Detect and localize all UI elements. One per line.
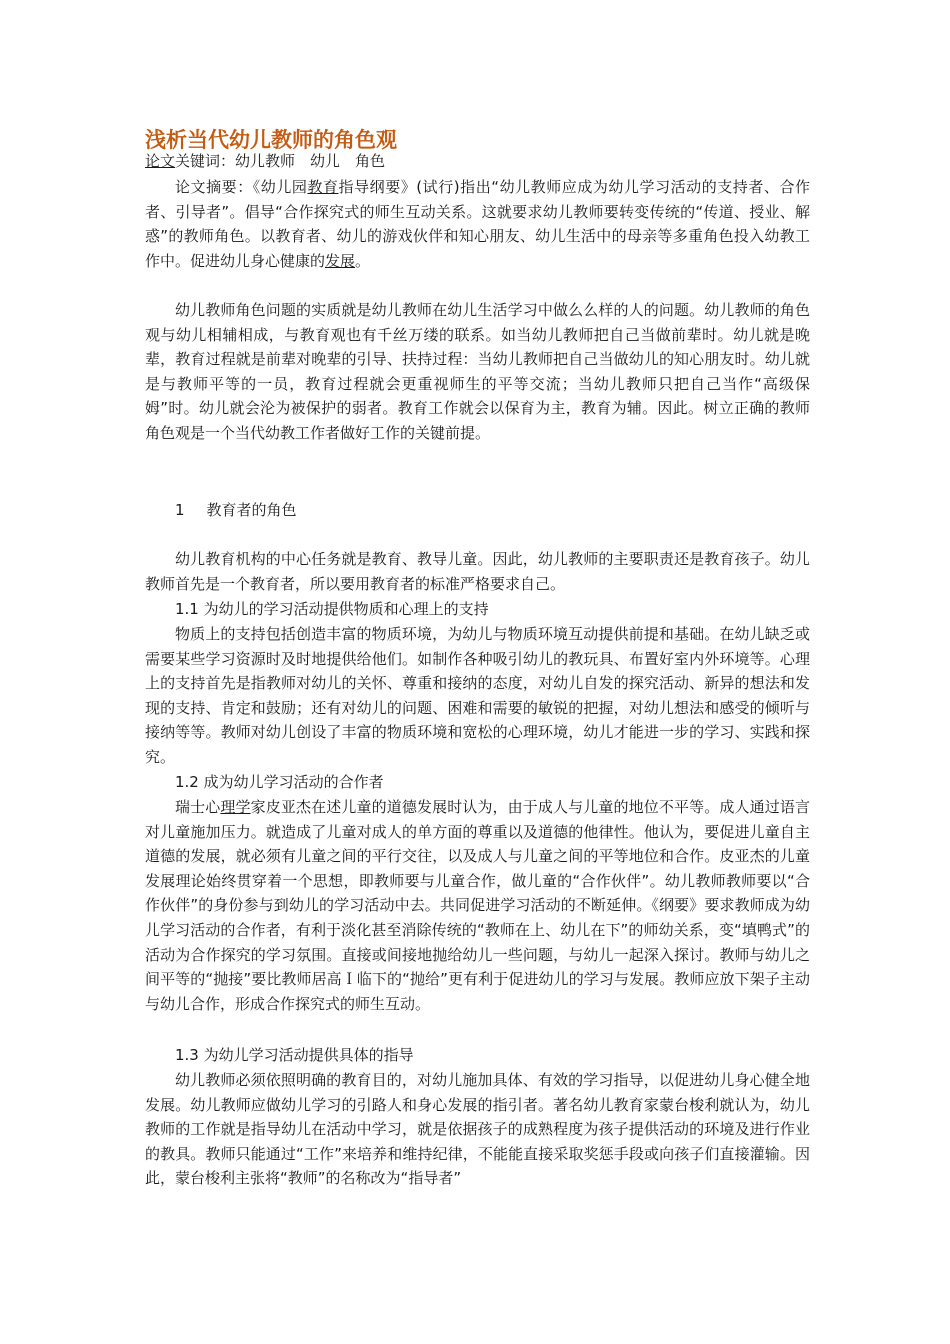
subsection-1-2-heading: 1.2 成为幼儿学习活动的合作者 [175,773,384,791]
abstract-text-end: 。 [355,251,371,270]
article-title: 浅析当代幼儿教师的角色观 [145,128,397,152]
subsection-1-3-heading: 1.3 为幼儿学习活动提供具体的指导 [175,1046,414,1064]
abstract-paragraph [145,175,810,273]
subsection-1-3-paragraph: 幼儿教师必须依照明确的教育目的，对幼儿施加具体、有效的学习指导，以促进幼儿身心健全地发展。幼儿教师应做幼儿学习的引路人和身心发展的指引者。著名幼儿教育家蒙台梭利就认为，幼儿教师的工作就是指导幼儿在活动中学习，就是依据孩子的成熟程度为孩子提供活动的环境及进行作业的教具。教师只能通过“工作”来培养和维持纪律，不能能直接采取奖惩手段或向孩子们直接灌输。因此，蒙台梭利主张将“教师”的名称改为“指导者” [145,1071,810,1188]
subsection-1-2-text-body: 家皮亚杰在述儿童的道德发展时认为，由于成人与儿童的地位不平等。成人通过语言对儿童施加压力。就造成了儿童对成人的单方面的尊重以及道德的他律性。他认为，要促进儿童自主道德的发展，就必须有儿童之间的平行交往，以及成人与儿童之间的平等地位和合作。皮亚杰的儿童发展理论始终贯穿着一个思想，即教师要与儿童合作，做儿童的“合作伙伴”。幼儿教师教师要以“合作伙伴”的身份参与到幼儿的学习活动中去。共同促进学习活动的不断延伸。《纲要》要求教师成为幼儿学习活动的合作者，有利于淡化甚至消除传统的“教师在上、幼儿在下”的师幼关系，变“填鸭式”的活动为合作探究的学习氛围。直接或间接地抛给幼儿一些问题，与幼儿一起深入探讨。教师与幼儿之间平等的“抛接”要比教师居高Ｉ临下的“抛给”更有利于促进幼儿的学习与发展。教师应放下架子主动与幼儿合作，形成合作探究式的师生互动。 [145,798,810,1013]
abstract-text-body: 指导纲要》(试行)指出“幼儿教师应成为幼儿学习活动的支持者、合作者、引导者”。倡导“合作探究式的师生互动关系。这就要求幼儿教师要转变传统的“传道、授业、解惑”的教师角色。以教育者、幼儿的游戏伙伴和知心朋友、幼儿生活中的母亲等多重角色投入幼教工作中。促进幼儿身心健康的 [145,178,810,270]
psychology-link[interactable]: 理学 [220,798,251,816]
abstract-link-development[interactable]: 发展 [325,251,356,270]
section-1-paragraph: 幼儿教育机构的中心任务就是教育、教导儿童。因此，幼儿教师的主要职责还是教育孩子。幼儿教师首先是一个教育者，所以要用教育者的标准严格要求自己。 [145,550,810,593]
subsection-1-1-heading: 1.1 为幼儿的学习活动提供物质和心理上的支持 [175,600,489,618]
subsection-1-2-text-start: 瑞士心 [175,798,221,816]
abstract-text-start: 论文摘要：《幼儿园 [175,178,308,196]
abstract-link-education[interactable]: 教育 [307,178,339,196]
section-1-heading [145,498,810,523]
keywords-line [145,151,385,171]
subsection-1-1-paragraph: 物质上的支持包括创造丰富的物质环境，为幼儿与物质环境互动提供前提和基础。在幼儿缺乏或需要某些学习资源时及时地提供给他们。如制作各种吸引幼儿的教玩具、布置好室内外环境等。心理上的支持首先是指教师对幼儿的关怀、尊重和接纳的态度，对幼儿自发的探究活动、新异的想法和发现的支持、肯定和鼓励；还有对幼儿的问题、困难和需要的敏锐的把握，对幼儿想法和感受的倾听与接纳等等。教师对幼儿创设了丰富的物质环境和宽松的心理环境，幼儿才能进一步的学习、实践和探究。 [145,625,810,766]
section-1-number: 1 [175,501,185,519]
intro-paragraph: 幼儿教师角色问题的实质就是幼儿教师在幼儿生活学习中做么么样的人的问题。幼儿教师的角色观与幼儿相辅相成，与教育观也有千丝万缕的联系。如当幼儿教师把自己当做前辈时。幼儿就是晚辈，教育过程就是前辈对晚辈的引导、扶持过程：当幼儿教师把自己当做幼儿的知心朋友时。幼儿就是与教师平等的一员，教育过程就会更重视师生的平等交流；当幼儿教师只把自己当作“高级保姆”时。幼儿就会沦为被保护的弱者。教育工作就会以保育为主，教育为辅。因此。树立正确的教师角色观是一个当代幼教工作者做好工作的关键前提。 [145,301,810,442]
keywords-link[interactable]: 论文 [145,152,176,170]
subsection-1-2-paragraph [145,795,810,1016]
keywords-text: 关键词：幼儿教师 幼儿 角色 [175,152,386,170]
section-1-title: 教育者的角色 [206,501,297,519]
